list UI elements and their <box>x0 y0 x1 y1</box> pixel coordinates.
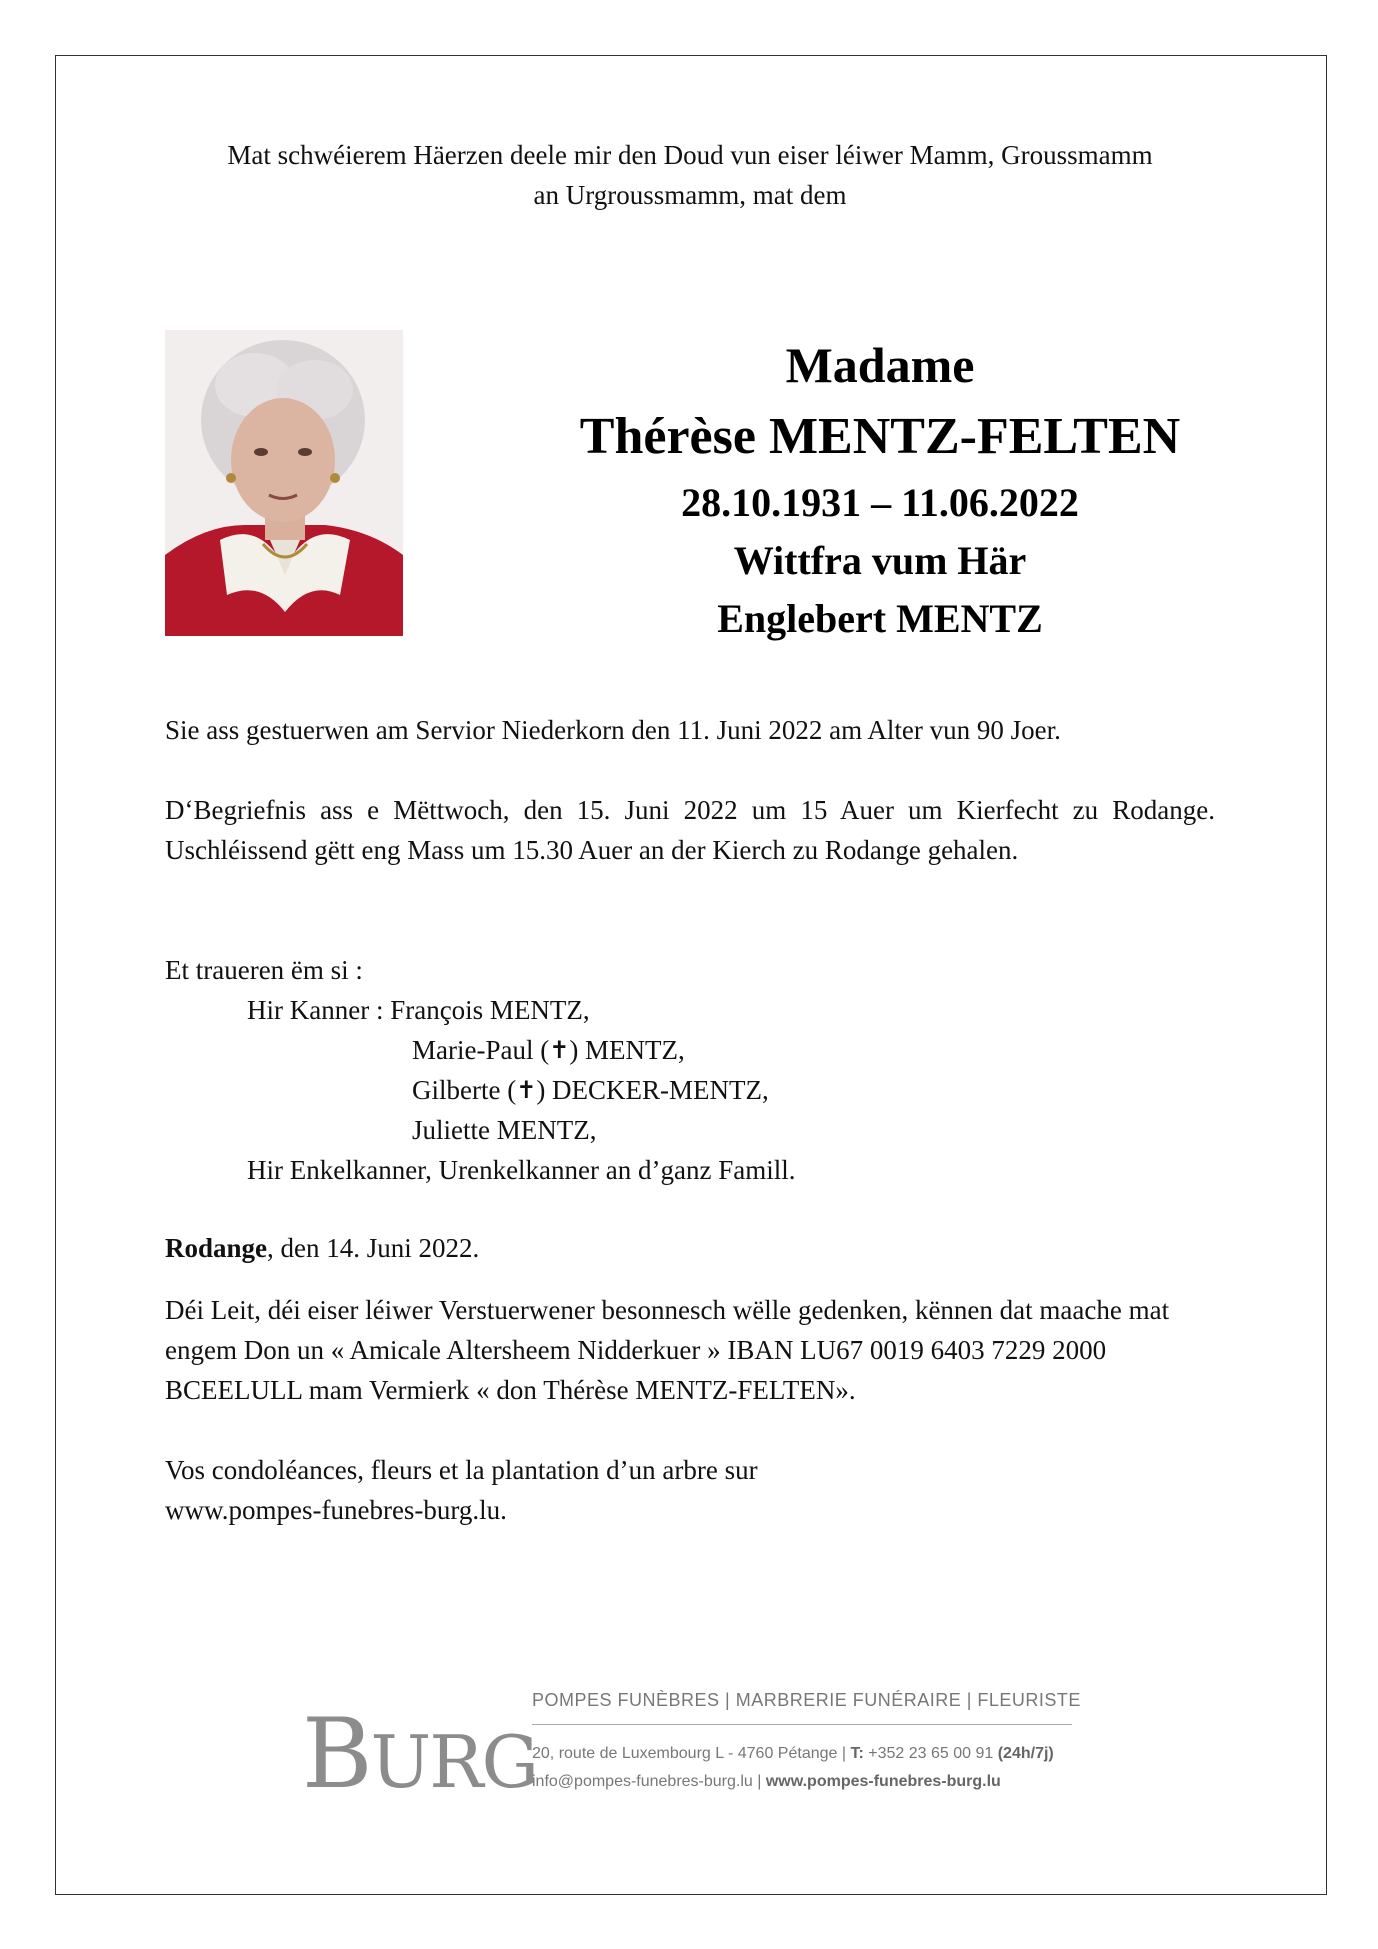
intro-line-2: an Urgroussmamm, mat dem <box>533 180 847 210</box>
condolences-link[interactable]: www.pompes-funebres-burg.lu. <box>165 1495 507 1525</box>
mourners-intro: Et traueren ëm si : <box>165 955 363 985</box>
footer-web-line <box>532 1773 1001 1791</box>
deceased-header <box>520 330 1240 648</box>
logo-letter-b: B <box>302 1698 371 1810</box>
footer-contact-line <box>532 1745 1054 1763</box>
condolences-line-1: Vos condoléances, fleurs et la plantation d’un arbre sur <box>165 1455 758 1485</box>
footer-website[interactable]: www.pompes-funebres-burg.lu <box>765 1773 1001 1790</box>
portrait-photo <box>165 330 403 636</box>
cross-icon: ✝ <box>549 1036 570 1064</box>
family-line: Hir Enkelkanner, Urenkelkanner an d’ganz Famill. <box>247 1155 796 1185</box>
widow-line: Wittfra vum Här <box>733 538 1027 583</box>
child-name-suffix: ) DECKER-MENTZ, <box>536 1075 769 1105</box>
logo-letters: URG <box>370 1720 537 1804</box>
footer <box>290 1680 1090 1810</box>
mourners-section <box>165 950 1215 1190</box>
children-row-2 <box>165 1030 1215 1070</box>
donation-text: Déi Leit, déi eiser léiwer Verstuerwener besonnesch wëlle gedenken, kënnen dat maache mat engem Don un « Amicale Altersheem Nidderkuer » IBAN LU67 0019 6403 7229 2000 BCEELULL mam Vermierk « don Thérèse MENTZ-FELTEN». <box>165 1295 1170 1405</box>
condolences <box>165 1450 1215 1530</box>
portrait-photo-icon <box>165 330 403 636</box>
burg-logo <box>302 1698 537 1810</box>
footer-hours: (24h/7j) <box>997 1745 1054 1762</box>
footer-address: 20, route de Luxembourg L - 4760 Pétange | <box>532 1745 847 1762</box>
salutation: Madame <box>785 337 975 393</box>
intro-text <box>140 135 1240 215</box>
footer-services: POMPES FUNÈBRES | MARBRERIE FUNÉRAIRE | FLEURISTE <box>532 1690 1081 1710</box>
child-name: Gilberte ( <box>412 1075 517 1105</box>
child-name: Marie-Paul ( <box>412 1035 550 1065</box>
footer-phone: +352 23 65 00 91 <box>868 1745 994 1762</box>
children-row-3 <box>165 1070 1215 1110</box>
place-date <box>165 1228 1215 1268</box>
deceased-name: Thérèse MENTZ-FELTEN <box>579 408 1181 465</box>
funeral-details: D‘Begriefnis ass e Mëttwoch, den 15. Juni 2022 um 15 Auer um Kierfecht zu Rodange. Uschléissend gëtt eng Mass um 15.30 Auer an der Kierch zu Rodange gehalen. <box>165 795 1215 865</box>
death-notice: Sie ass gestuerwen am Servior Niederkorn den 11. Juni 2022 am Alter vun 90 Joer. <box>165 715 1061 745</box>
footer-divider <box>532 1724 1072 1725</box>
spouse-name: Englebert MENTZ <box>717 596 1043 641</box>
children-row-1 <box>165 990 1215 1030</box>
life-dates: 28.10.1931 – 11.06.2022 <box>681 480 1079 525</box>
children-row-4 <box>165 1110 1215 1150</box>
date-text: , den 14. Juni 2022. <box>267 1233 480 1263</box>
cross-icon: ✝ <box>516 1076 537 1104</box>
place-name: Rodange <box>165 1233 268 1263</box>
phone-label: T: <box>850 1745 864 1762</box>
child-name-suffix: ) MENTZ, <box>569 1035 685 1065</box>
child-name: Juliette MENTZ, <box>412 1115 597 1145</box>
footer-email[interactable]: info@pompes-funebres-burg.lu | <box>532 1773 762 1790</box>
children-label: Hir Kanner : <box>247 995 384 1025</box>
child-name: François MENTZ, <box>390 995 590 1025</box>
intro-line-1: Mat schwéierem Häerzen deele mir den Doud vun eiser léiwer Mamm, Groussmamm <box>227 140 1153 170</box>
